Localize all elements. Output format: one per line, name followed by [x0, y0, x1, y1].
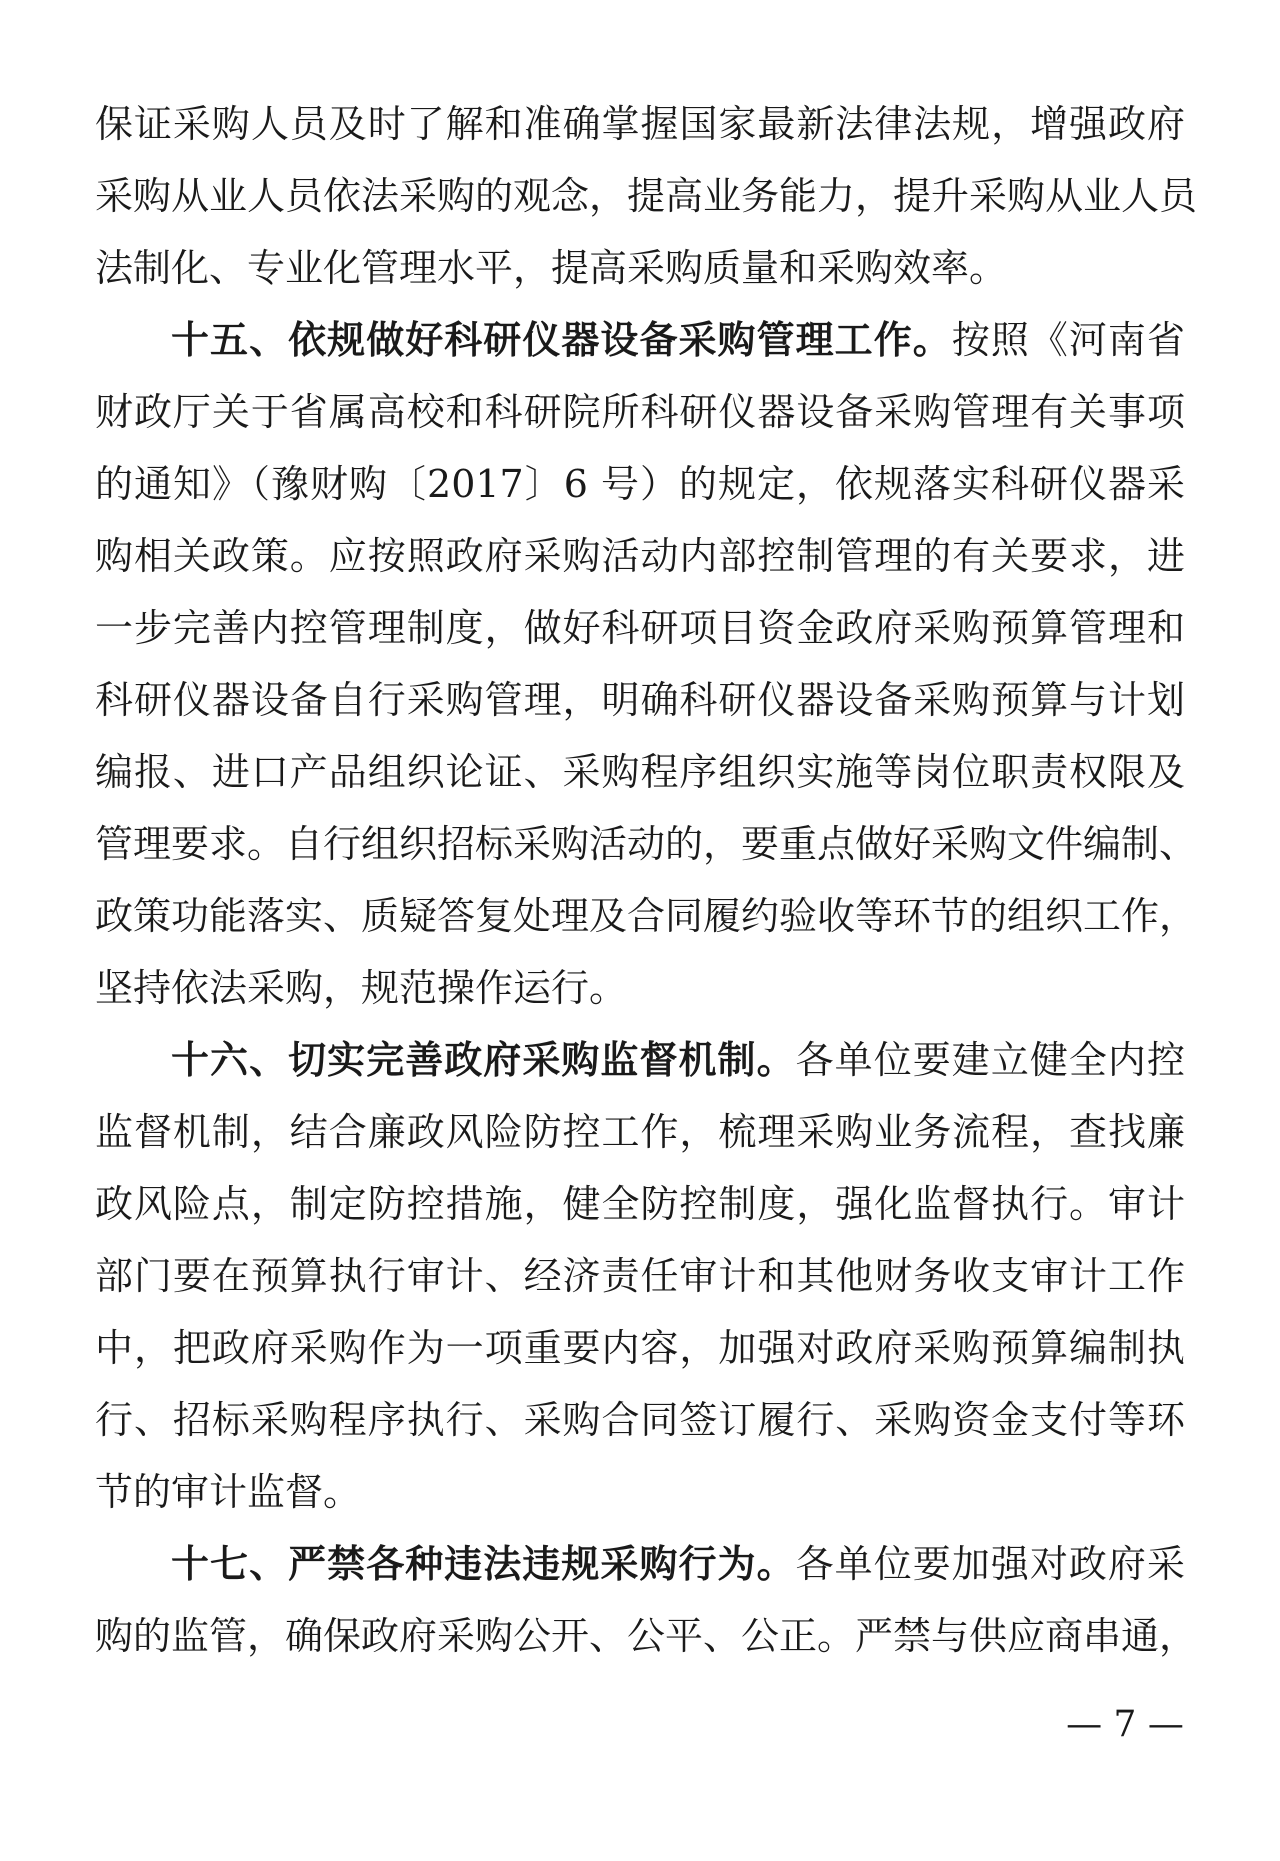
section-15-heading: 十五、依规做好科研仪器设备采购管理工作。	[171, 318, 952, 362]
body-text	[95, 88, 1198, 1672]
text-line: 政风险点，制定防控措施，健全防控制度，强化监督执行。审计	[95, 1182, 1185, 1226]
text-line: 中，把政府采购作为一项重要内容，加强对政府采购预算编制执	[95, 1326, 1185, 1370]
text-line: 编报、进口产品组织论证、采购程序组织实施等岗位职责权限及	[95, 750, 1185, 794]
page-number: — 7 —	[1066, 1704, 1184, 1745]
text-line: 购相关政策。应按照政府采购活动内部控制管理的有关要求，进	[95, 534, 1185, 578]
section-16-heading: 十六、切实完善政府采购监督机制。	[171, 1038, 796, 1082]
text-line: 政策功能落实、质疑答复处理及合同履约验收等环节的组织工作，	[95, 894, 1198, 938]
text-line: 节的审计监督。	[95, 1470, 362, 1514]
text-line: 采购从业人员依法采购的观念，提高业务能力，提升采购从业人员	[95, 174, 1198, 218]
text-line: 一步完善内控管理制度，做好科研项目资金政府采购预算管理和	[95, 606, 1185, 650]
text-run: 按照《河南省	[951, 318, 1185, 362]
text-line: 购的监管，确保政府采购公开、公平、公正。严禁与供应商串通，	[95, 1614, 1198, 1658]
text-run: 各单位要建立健全内控	[795, 1038, 1185, 1082]
section-16-first-line	[95, 1024, 1185, 1096]
text-line: 法制化、专业化管理水平，提高采购质量和采购效率。	[95, 246, 1008, 290]
text-line: 坚持依法采购，规范操作运行。	[95, 966, 628, 1010]
section-15-first-line	[95, 304, 1185, 376]
text-run: 各单位要加强对政府采	[795, 1542, 1185, 1586]
section-17-heading: 十七、严禁各种违法违规采购行为。	[171, 1542, 796, 1586]
section-17-first-line	[95, 1528, 1185, 1600]
text-line: 监督机制，结合廉政风险防控工作，梳理采购业务流程，查找廉	[95, 1110, 1185, 1154]
text-line: 的通知》（豫财购〔2017〕6 号）的规定，依规落实科研仪器采	[95, 462, 1185, 506]
text-line: 保证采购人员及时了解和准确掌握国家最新法律法规，增强政府	[95, 102, 1185, 146]
text-line: 科研仪器设备自行采购管理，明确科研仪器设备采购预算与计划	[95, 678, 1185, 722]
text-line: 管理要求。自行组织招标采购活动的，要重点做好采购文件编制、	[95, 822, 1198, 866]
text-line: 行、招标采购程序执行、采购合同签订履行、采购资金支付等环	[95, 1398, 1185, 1442]
text-line: 财政厅关于省属高校和科研院所科研仪器设备采购管理有关事项	[95, 390, 1185, 434]
text-line: 部门要在预算执行审计、经济责任审计和其他财务收支审计工作	[95, 1254, 1185, 1298]
